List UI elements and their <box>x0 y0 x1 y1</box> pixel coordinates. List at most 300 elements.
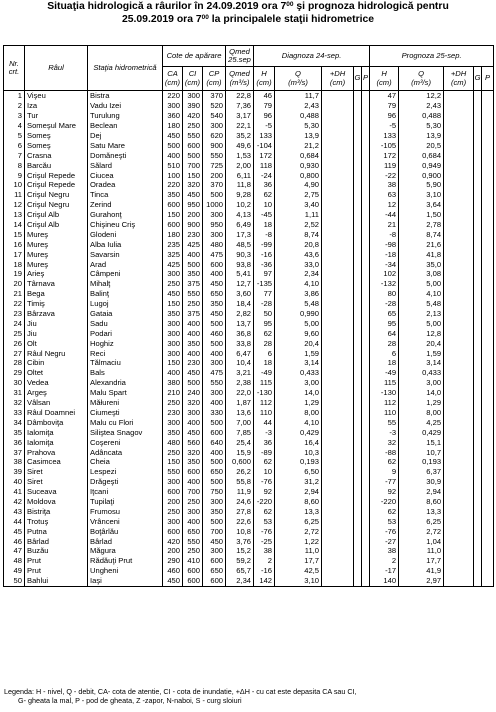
table-cell: Tinca <box>88 190 163 200</box>
table-cell: 3,21 <box>226 368 254 378</box>
table-cell <box>482 358 494 368</box>
table-row <box>4 220 494 230</box>
table-cell: 172 <box>254 150 275 160</box>
table-cell: 50 <box>254 309 275 319</box>
table-cell: Râul Negru <box>25 348 88 358</box>
table-cell <box>362 249 370 259</box>
table-cell <box>322 121 354 131</box>
table-cell: 2,82 <box>226 309 254 319</box>
table-cell <box>444 447 474 457</box>
table-cell: 320 <box>183 447 203 457</box>
table-cell: 325 <box>163 249 183 259</box>
table-cell: 400 <box>183 477 203 487</box>
table-cell: -89 <box>254 447 275 457</box>
table-cell: 550 <box>203 378 226 388</box>
table-cell: 3,17 <box>226 111 254 121</box>
table-cell: Cheia <box>88 457 163 467</box>
table-cell: 650 <box>183 526 203 536</box>
table-cell <box>474 170 482 180</box>
table-cell: 390 <box>183 101 203 111</box>
table-cell <box>322 140 354 150</box>
table-cell: -135 <box>254 279 275 289</box>
table-cell <box>474 279 482 289</box>
table-cell <box>474 299 482 309</box>
table-cell <box>354 200 362 210</box>
table-cell: -77 <box>370 477 399 487</box>
table-cell: 93,8 <box>226 259 254 269</box>
table-cell <box>482 576 494 586</box>
table-cell: Ialomiţa <box>25 427 88 437</box>
table-cell <box>444 200 474 210</box>
table-cell <box>444 378 474 388</box>
table-cell <box>482 506 494 516</box>
table-cell <box>322 309 354 319</box>
table-cell: 320 <box>183 180 203 190</box>
table-cell <box>474 220 482 230</box>
table-cell <box>444 566 474 576</box>
table-cell <box>482 190 494 200</box>
table-cell: 62 <box>254 457 275 467</box>
table-cell: Sălard <box>88 160 163 170</box>
table-cell: 142 <box>254 576 275 586</box>
table-cell: 36 <box>254 437 275 447</box>
table-cell <box>354 229 362 239</box>
table-cell: 3,08 <box>399 269 444 279</box>
table-cell: 300 <box>203 358 226 368</box>
table-cell: 540 <box>203 111 226 121</box>
table-cell: 3,76 <box>226 536 254 546</box>
table-cell: 400 <box>163 368 183 378</box>
table-cell: Trotuş <box>25 516 88 526</box>
table-cell: 500 <box>203 190 226 200</box>
table-cell: 1 <box>4 91 25 101</box>
table-cell <box>474 398 482 408</box>
table-cell: -34 <box>370 259 399 269</box>
table-cell: Buzău <box>25 546 88 556</box>
table-cell <box>474 239 482 249</box>
table-cell <box>444 546 474 556</box>
table-cell <box>322 417 354 427</box>
table-cell: Vâlsan <box>25 398 88 408</box>
table-cell: 8 <box>4 160 25 170</box>
table-cell <box>482 200 494 210</box>
table-cell: 59,2 <box>226 556 254 566</box>
header-qmed-group: Qmed 25.sep <box>226 46 254 67</box>
table-cell: 0,930 <box>275 160 322 170</box>
table-cell <box>444 318 474 328</box>
table-cell <box>474 269 482 279</box>
table-cell <box>482 348 494 358</box>
table-cell <box>322 101 354 111</box>
table-cell <box>482 467 494 477</box>
table-cell: 62 <box>254 506 275 516</box>
table-cell: 4,90 <box>275 180 322 190</box>
table-cell: 375 <box>183 309 203 319</box>
table-cell <box>444 299 474 309</box>
table-cell: 6,11 <box>226 170 254 180</box>
table-cell: Tur <box>25 111 88 121</box>
table-cell: 14 <box>4 220 25 230</box>
table-cell <box>474 368 482 378</box>
table-cell <box>474 437 482 447</box>
table-cell <box>362 487 370 497</box>
table-cell: 0,433 <box>275 368 322 378</box>
table-cell: 35,2 <box>226 131 254 141</box>
table-cell: 0,800 <box>275 170 322 180</box>
table-cell <box>362 269 370 279</box>
table-cell: 250 <box>183 497 203 507</box>
table-cell: 400 <box>203 269 226 279</box>
table-cell: 300 <box>163 101 183 111</box>
table-cell <box>362 516 370 526</box>
table-cell: 31,2 <box>275 477 322 487</box>
table-cell <box>482 309 494 319</box>
table-cell <box>474 566 482 576</box>
table-row <box>4 150 494 160</box>
table-cell: 150 <box>163 457 183 467</box>
table-cell: 50 <box>4 576 25 586</box>
table-cell: -220 <box>254 497 275 507</box>
table-cell: 96 <box>254 111 275 121</box>
table-cell: 42,5 <box>275 566 322 576</box>
table-cell <box>354 239 362 249</box>
table-cell: 4,10 <box>275 417 322 427</box>
table-cell: 5,48 <box>275 299 322 309</box>
table-cell <box>322 358 354 368</box>
table-row <box>4 111 494 121</box>
table-cell: 2,94 <box>399 487 444 497</box>
table-cell <box>322 229 354 239</box>
header-prog-g: G <box>474 67 482 91</box>
table-cell: 39 <box>4 467 25 477</box>
table-cell <box>354 101 362 111</box>
table-cell: 600 <box>183 140 203 150</box>
table-cell: 425 <box>163 259 183 269</box>
table-cell: 900 <box>203 140 226 150</box>
table-cell <box>474 576 482 586</box>
table-row <box>4 160 494 170</box>
table-cell <box>444 556 474 566</box>
table-cell: 41 <box>4 487 25 497</box>
table-cell: -28 <box>370 299 399 309</box>
table-cell <box>362 131 370 141</box>
table-cell <box>474 328 482 338</box>
table-cell: 24 <box>4 318 25 328</box>
table-cell: 4 <box>4 121 25 131</box>
table-cell <box>322 497 354 507</box>
table-cell <box>482 210 494 220</box>
table-cell: 118 <box>254 160 275 170</box>
table-cell <box>482 566 494 576</box>
header-cote: Cote de apărare <box>163 46 226 67</box>
table-cell: Prut <box>25 556 88 566</box>
table-cell: 96 <box>370 111 399 121</box>
table-cell: Dâmboviţa <box>25 417 88 427</box>
table-cell: Prut <box>25 566 88 576</box>
table-cell: Crişul Alb <box>25 220 88 230</box>
table-cell: Someş <box>25 131 88 141</box>
table-cell <box>474 101 482 111</box>
table-cell: Alba Iulia <box>88 239 163 249</box>
table-cell: Crasna <box>25 150 88 160</box>
table-cell <box>354 556 362 566</box>
table-cell: 0,684 <box>275 150 322 160</box>
table-cell: Jiu <box>25 318 88 328</box>
table-row <box>4 269 494 279</box>
table-cell: 15,2 <box>226 546 254 556</box>
table-cell <box>362 170 370 180</box>
table-cell: 3,60 <box>226 289 254 299</box>
table-cell: 43 <box>4 506 25 516</box>
header-statia: Staţia hidrometrică <box>88 46 163 91</box>
table-cell <box>322 378 354 388</box>
table-cell: Dej <box>88 131 163 141</box>
table-cell: 300 <box>203 121 226 131</box>
table-cell <box>444 131 474 141</box>
table-cell <box>362 378 370 388</box>
table-cell: 500 <box>203 477 226 487</box>
table-cell: 500 <box>183 259 203 269</box>
table-cell: 600 <box>163 200 183 210</box>
table-cell <box>354 417 362 427</box>
table-cell <box>362 299 370 309</box>
table-cell: 172 <box>370 150 399 160</box>
table-cell <box>322 566 354 576</box>
table-cell: -49 <box>370 368 399 378</box>
table-cell: Casimcea <box>25 457 88 467</box>
table-cell: 5,41 <box>226 269 254 279</box>
table-cell: 38 <box>4 457 25 467</box>
table-cell <box>362 279 370 289</box>
table-cell: 25 <box>4 328 25 338</box>
table-cell: Putna <box>25 526 88 536</box>
table-row <box>4 566 494 576</box>
table-cell: Boţârlău <box>88 526 163 536</box>
table-cell <box>362 457 370 467</box>
header-diagnoza: Diagnoza 24-sep. <box>254 46 370 67</box>
table-cell <box>474 556 482 566</box>
table-cell: 450 <box>203 536 226 546</box>
table-cell: 41,8 <box>399 249 444 259</box>
table-cell: 37 <box>4 447 25 457</box>
table-cell: 33 <box>4 408 25 418</box>
table-cell: 550 <box>203 150 226 160</box>
table-cell <box>354 299 362 309</box>
table-cell: Drăgeşti <box>88 477 163 487</box>
table-cell: 1,59 <box>275 348 322 358</box>
table-cell <box>362 388 370 398</box>
table-cell: 600 <box>163 220 183 230</box>
table-cell <box>444 457 474 467</box>
table-cell <box>362 368 370 378</box>
table-cell <box>354 150 362 160</box>
table-cell: 0,990 <box>275 309 322 319</box>
table-cell: 22,1 <box>226 121 254 131</box>
table-cell: 79 <box>254 101 275 111</box>
table-cell <box>354 506 362 516</box>
table-cell: 133 <box>370 131 399 141</box>
table-cell <box>482 140 494 150</box>
table-cell <box>322 91 354 101</box>
table-cell <box>444 180 474 190</box>
table-cell: Someş <box>25 140 88 150</box>
table-cell: Siret <box>25 477 88 487</box>
header-diag-h: H (cm) <box>254 67 275 91</box>
table-cell: 650 <box>203 566 226 576</box>
table-cell: 600 <box>203 576 226 586</box>
table-cell: 3,86 <box>275 289 322 299</box>
table-cell <box>444 368 474 378</box>
table-cell: 450 <box>203 309 226 319</box>
table-cell <box>444 348 474 358</box>
table-cell <box>322 279 354 289</box>
table-cell: 700 <box>203 526 226 536</box>
table-cell: 2,00 <box>226 160 254 170</box>
table-cell: 400 <box>183 516 203 526</box>
table-cell: 9 <box>370 467 399 477</box>
table-cell: 370 <box>203 91 226 101</box>
table-cell: 13,7 <box>226 318 254 328</box>
table-cell <box>474 506 482 516</box>
table-cell: 1,29 <box>399 398 444 408</box>
table-cell: 0,949 <box>399 160 444 170</box>
table-cell <box>482 299 494 309</box>
table-cell <box>354 338 362 348</box>
table-cell: -130 <box>370 388 399 398</box>
table-cell <box>354 546 362 556</box>
table-cell: 700 <box>183 487 203 497</box>
table-cell <box>322 546 354 556</box>
table-cell <box>354 536 362 546</box>
table-cell: 3,14 <box>399 358 444 368</box>
table-cell <box>354 121 362 131</box>
table-cell <box>482 526 494 536</box>
table-cell: 2,34 <box>275 269 322 279</box>
table-cell <box>444 229 474 239</box>
table-row <box>4 457 494 467</box>
table-cell <box>354 309 362 319</box>
table-cell: 8,74 <box>275 229 322 239</box>
table-cell <box>474 427 482 437</box>
table-cell <box>474 358 482 368</box>
table-cell: 7,36 <box>226 101 254 111</box>
table-row <box>4 328 494 338</box>
table-row <box>4 338 494 348</box>
table-cell <box>474 259 482 269</box>
table-cell <box>354 477 362 487</box>
table-cell: 350 <box>203 506 226 516</box>
table-cell: 6,25 <box>399 516 444 526</box>
table-row <box>4 170 494 180</box>
table-cell <box>354 516 362 526</box>
table-cell <box>354 358 362 368</box>
table-cell <box>482 111 494 121</box>
header-prog-h: H (cm) <box>370 67 399 91</box>
table-row <box>4 318 494 328</box>
table-cell: 1,87 <box>226 398 254 408</box>
table-cell: 600 <box>183 566 203 576</box>
table-cell: 450 <box>163 576 183 586</box>
table-cell: Bahlui <box>25 576 88 586</box>
table-cell: 30,9 <box>399 477 444 487</box>
table-cell: Lespezi <box>88 467 163 477</box>
table-cell: 500 <box>203 338 226 348</box>
table-cell <box>474 467 482 477</box>
table-cell: 46 <box>254 91 275 101</box>
table-cell: 300 <box>203 546 226 556</box>
table-cell: 150 <box>163 358 183 368</box>
table-cell <box>322 388 354 398</box>
table-cell <box>322 328 354 338</box>
table-cell <box>362 200 370 210</box>
table-cell: 5,00 <box>275 318 322 328</box>
table-cell <box>474 338 482 348</box>
table-cell: 400 <box>183 328 203 338</box>
table-cell: Turulung <box>88 111 163 121</box>
table-cell: Crişul Negru <box>25 200 88 210</box>
table-cell: 48 <box>4 556 25 566</box>
table-cell <box>482 477 494 487</box>
table-cell: -3 <box>254 427 275 437</box>
table-cell: 10 <box>254 200 275 210</box>
table-cell: Bârzava <box>25 309 88 319</box>
table-cell: 300 <box>183 408 203 418</box>
table-cell: 21 <box>370 220 399 230</box>
table-cell: Iza <box>25 101 88 111</box>
table-cell: 5,30 <box>275 121 322 131</box>
table-cell: 450 <box>163 289 183 299</box>
table-cell <box>444 497 474 507</box>
table-row <box>4 279 494 289</box>
table-cell <box>322 111 354 121</box>
table-cell: 3,64 <box>399 200 444 210</box>
table-cell: Siliştea Snagov <box>88 427 163 437</box>
table-cell <box>482 447 494 457</box>
table-cell <box>362 566 370 576</box>
table-cell: 13,3 <box>399 506 444 516</box>
table-cell: 18 <box>254 220 275 230</box>
table-cell: Ialomiţa <box>25 437 88 447</box>
table-cell <box>362 210 370 220</box>
table-cell: Balinţ <box>88 289 163 299</box>
table-cell: 2,97 <box>399 576 444 586</box>
table-cell: 21,6 <box>399 239 444 249</box>
table-cell: 350 <box>163 309 183 319</box>
table-cell <box>354 91 362 101</box>
table-cell: 360 <box>163 111 183 121</box>
table-cell <box>322 239 354 249</box>
table-cell <box>474 160 482 170</box>
table-cell <box>474 200 482 210</box>
table-cell <box>444 506 474 516</box>
table-cell: Vadu Izei <box>88 101 163 111</box>
legend-line-2: G- gheata la mal, P - pod de gheata, Z -zapor, N-naboi, S - curg sloiuri <box>18 696 242 705</box>
table-cell <box>362 140 370 150</box>
table-cell: 350 <box>163 190 183 200</box>
table-cell <box>362 150 370 160</box>
table-cell: 375 <box>183 279 203 289</box>
table-cell: Someşul Mare <box>25 121 88 131</box>
table-cell: 34 <box>4 417 25 427</box>
table-cell: Câmpeni <box>88 269 163 279</box>
table-cell: 200 <box>203 170 226 180</box>
table-row <box>4 229 494 239</box>
table-cell: 115 <box>370 378 399 388</box>
table-row <box>4 447 494 457</box>
table-cell <box>474 150 482 160</box>
table-cell: 300 <box>163 269 183 279</box>
legend-line-1: Legenda: H - nivel, Q - debit, CA- cota de atentie, CI - cota de inundatie, +ΔH - cu cat este depasita CA sau CI, <box>4 687 357 696</box>
